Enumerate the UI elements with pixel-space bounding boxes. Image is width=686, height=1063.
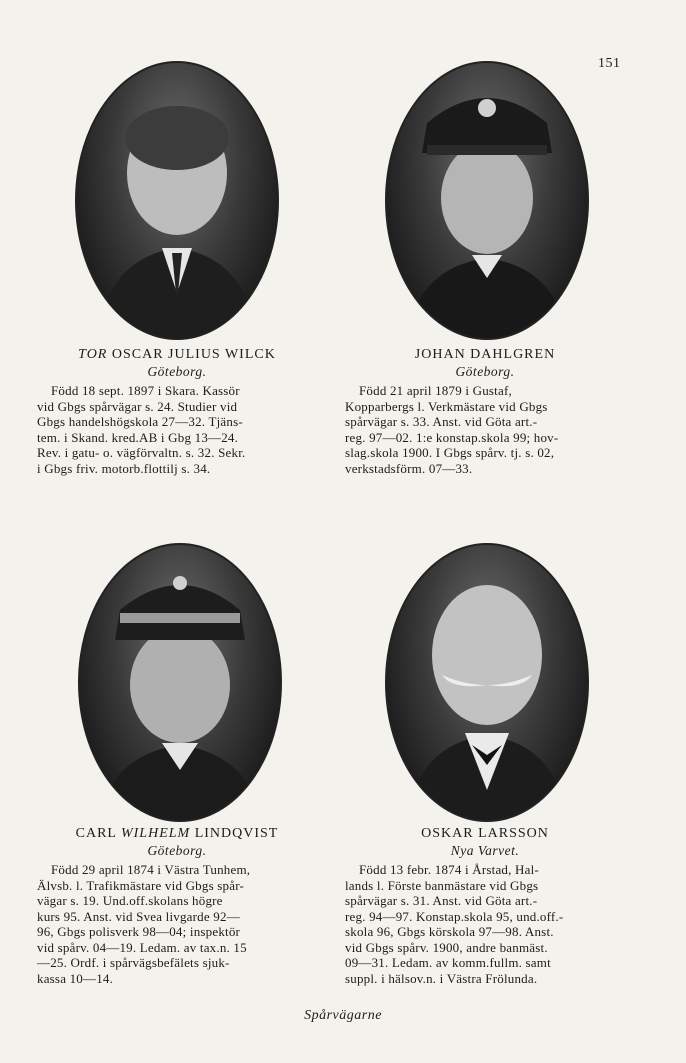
bio-line: Född 13 febr. 1874 i Årstad, Hal- — [359, 862, 539, 877]
name-part: LINDQVIST — [190, 826, 279, 841]
person-name: OSKAR LARSSON — [421, 826, 549, 841]
bio-line: reg. 97—02. 1:e konstap.skola 99; hov- — [345, 429, 559, 445]
name-part: OSCAR JULIUS WILCK — [107, 347, 276, 362]
running-footer: Spårvägarne — [304, 1008, 382, 1023]
person-name — [37, 826, 317, 842]
bio-line: verkstadsförm. 07—33. — [345, 460, 473, 476]
name-italic-part: TOR — [78, 347, 108, 362]
portrait-figure — [387, 545, 587, 820]
bio-line: Född 29 april 1874 i Västra Tunhem, — [51, 862, 251, 877]
bio-line: 96, Gbgs polisverk 98—04; inspektör — [37, 924, 241, 939]
bio-line: Född 21 april 1879 i Gustaf, — [359, 383, 512, 398]
portrait-photo-wilck — [75, 61, 279, 340]
name-part: CARL — [75, 826, 121, 841]
place-of-residence: Nya Varvet. — [450, 843, 520, 858]
place-of-residence: Göteborg. — [147, 364, 207, 379]
bio-line: slag.skola 1900. I Gbgs spårv. tj. s. 02, — [345, 445, 555, 460]
bio-line: lands l. Förste banmästare vid Gbgs — [345, 877, 539, 893]
bio-line: vid Gbgs spårv. 1900, andre banmäst. — [345, 939, 548, 955]
bio-line: i Gbgs friv. motorb.flottilj s. 34. — [37, 460, 211, 476]
person-name: JOHAN DAHLGREN — [414, 347, 556, 362]
person-name — [37, 347, 317, 363]
page-number: 151 — [598, 56, 621, 71]
bio-line: tem. i Skand. kred.AB i Gbg 13—24. — [37, 429, 239, 445]
entry-wilck — [37, 347, 317, 476]
bio-line: spårvägar s. 31. Anst. vid Göta art.- — [345, 893, 538, 908]
entry-dahlgren — [345, 347, 625, 476]
bio-line: spårvägar s. 33. Anst. vid Göta art.- — [345, 414, 538, 429]
portrait-photo-larsson — [385, 543, 589, 822]
biography — [37, 383, 317, 476]
portrait-figure — [80, 545, 280, 820]
bio-line: Gbgs handelshögskola 27—32. Tjäns- — [37, 414, 243, 429]
portrait-photo-dahlgren — [385, 61, 589, 340]
bio-line: kassa 10—14. — [37, 970, 114, 986]
place-of-residence: Göteborg. — [147, 843, 207, 858]
entry-larsson — [345, 826, 625, 986]
bio-line: vid Gbgs spårvägar s. 24. Studier vid — [37, 398, 238, 414]
bio-line: Kopparbergs l. Verkmästare vid Gbgs — [345, 398, 548, 414]
portrait-figure — [387, 63, 587, 338]
portrait-figure — [77, 63, 277, 338]
portrait-photo-lindqvist — [78, 543, 282, 822]
biography — [345, 862, 625, 986]
bio-line: reg. 94—97. Konstap.skola 95, und.off.- — [345, 908, 564, 924]
name-italic-part: WILHELM — [120, 826, 191, 841]
bio-line: vägar s. 19. Und.off.skolans högre — [37, 893, 223, 908]
bio-line: Rev. i gatu- o. vägförvaltn. s. 32. Sekr. — [37, 445, 246, 460]
entry-lindqvist — [37, 826, 317, 986]
bio-line: Älvsb. l. Trafikmästare vid Gbgs spår- — [37, 877, 245, 893]
bio-line: skola 96, Gbgs körskola 97—98. Anst. — [345, 924, 554, 939]
biography — [345, 383, 625, 476]
bio-line: 09—31. Ledam. av komm.fullm. samt — [345, 955, 551, 970]
biography — [37, 862, 317, 986]
bio-line: —25. Ordf. i spårvägsbefälets sjuk- — [37, 955, 230, 970]
place-of-residence: Göteborg. — [455, 364, 515, 379]
bio-line: Född 18 sept. 1897 i Skara. Kassör — [51, 383, 240, 398]
bio-line: suppl. i hälsov.n. i Västra Frölunda. — [345, 970, 538, 986]
bio-line: kurs 95. Anst. vid Svea livgarde 92— — [37, 908, 240, 924]
bio-line: vid spårv. 04—19. Ledam. av tax.n. 15 — [37, 939, 247, 955]
